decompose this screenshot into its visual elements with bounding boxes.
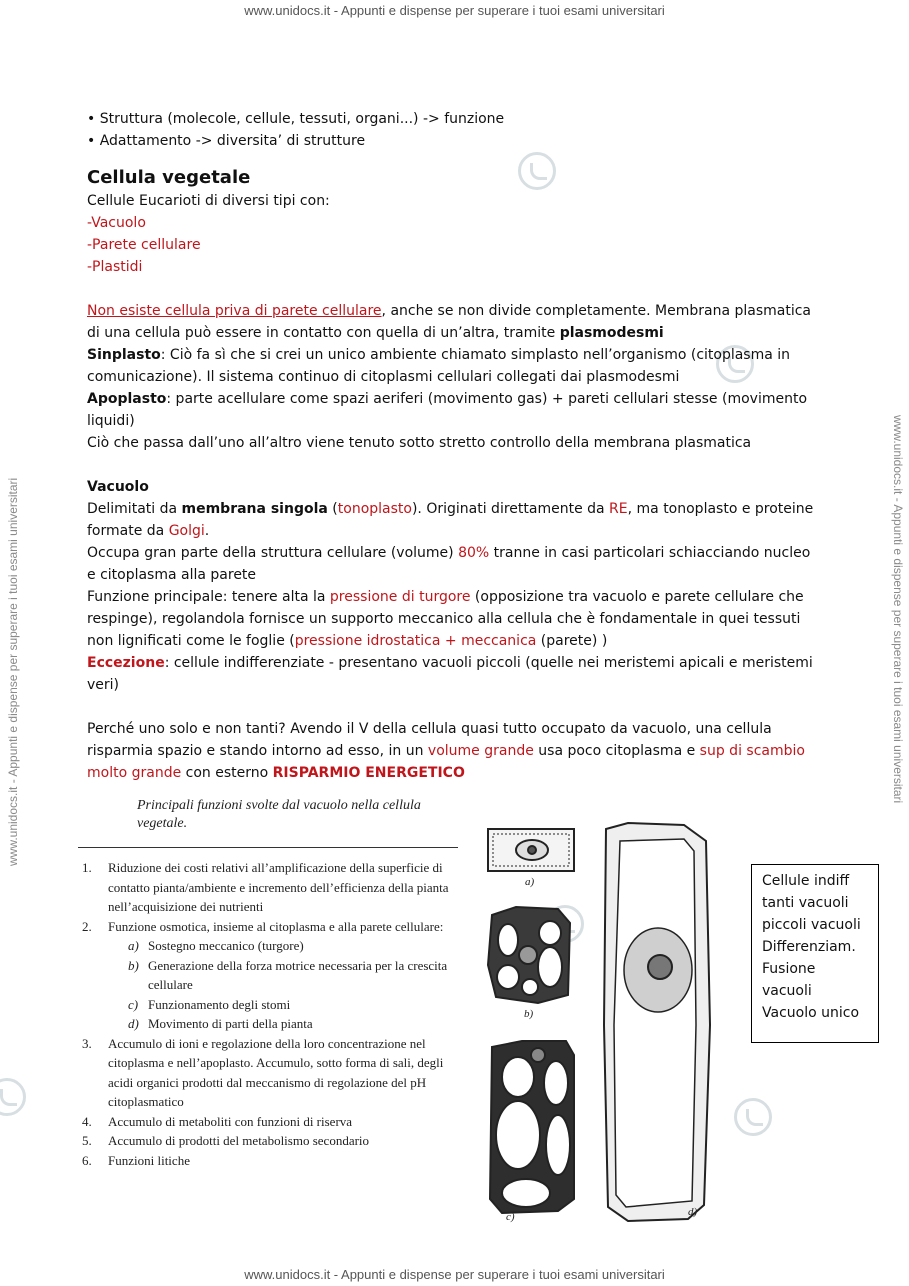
divider xyxy=(78,847,458,848)
watermark-left: www.unidocs.it - Appunti e dispense per superare i tuoi esami universitari xyxy=(6,477,20,866)
item-number: 2. xyxy=(82,918,92,934)
paragraph xyxy=(87,498,817,542)
list-item: -Plastidi xyxy=(87,259,143,275)
item-text: Funzionamento degli stomi xyxy=(148,996,291,1012)
note-line: Differenziam. xyxy=(762,939,856,955)
text: ( xyxy=(327,501,338,517)
item-number: 4. xyxy=(82,1113,92,1129)
item-text: Accumulo di metaboliti con funzioni di riserva xyxy=(108,1113,353,1129)
table-list xyxy=(78,858,458,1170)
list-item xyxy=(78,858,458,917)
term: plasmodesmi xyxy=(559,325,664,341)
item-text: Riduzione dei costi relativi all’amplificazione della superficie di contatto pianta/ambiente e incremento dell’efficienza della pianta nell’acquisizione dei nutrienti xyxy=(108,860,449,914)
text: Delimitati da xyxy=(87,501,182,517)
highlight-text: volume grande xyxy=(427,743,534,759)
text: Occupa gran parte della struttura cellulare (volume) xyxy=(87,545,459,561)
paragraph xyxy=(87,652,817,696)
cell-d-drawing xyxy=(604,823,710,1221)
list-item: -Parete cellulare xyxy=(87,237,201,253)
highlight-text: Golgi xyxy=(168,523,205,539)
table-caption: Principali funzioni svolte dal vacuolo nella cellula vegetale. xyxy=(137,798,421,831)
text: ). Originati direttamente da xyxy=(411,501,610,517)
text: , anche se non divide completamente. Membrana plasmatica di una cellula può essere in contatto con quella di un’altra, tramite xyxy=(87,303,812,341)
watermark-logo-icon xyxy=(0,1078,26,1116)
list-item xyxy=(78,1151,458,1171)
item-number: a) xyxy=(128,938,139,953)
watermark-bottom: www.unidocs.it - Appunti e dispense per superare i tuoi esami universitari xyxy=(244,1267,665,1282)
item-text: Movimento di parti della pianta xyxy=(148,1016,313,1031)
item-number: 1. xyxy=(82,860,92,875)
highlight-text: Eccezione xyxy=(87,655,165,671)
item-text: Sostegno meccanico (turgore) xyxy=(148,938,304,953)
text: (parete) ) xyxy=(536,633,608,649)
paragraph xyxy=(87,542,817,586)
item-number: 3. xyxy=(82,1035,92,1051)
cell-b-drawing xyxy=(488,907,570,1003)
figure-label: a) xyxy=(525,876,535,888)
paragraph xyxy=(87,718,817,784)
list-item xyxy=(78,917,458,937)
item-number: 5. xyxy=(82,1133,92,1148)
highlight-text: RISPARMIO ENERGETICO xyxy=(272,765,465,781)
text: con esterno xyxy=(181,765,273,781)
item-number: c) xyxy=(128,996,139,1012)
text: (opposizione tra vacuolo e parete cellulare che respinge), regolandola fornisce un supporto meccanico alla cellula che è fondamentale in quei tessuti non lignificati come le foglie ( xyxy=(87,589,804,649)
list-item xyxy=(78,1112,458,1132)
note-line: Cellule indiff xyxy=(762,873,850,889)
note-line: Fusione xyxy=(762,961,816,977)
list-item xyxy=(78,995,458,1015)
item-number: 6. xyxy=(82,1152,92,1168)
note-line: piccoli vacuoli xyxy=(762,917,861,933)
text: : parte acellulare come spazi aeriferi (movimento gas) + pareti cellulari stesse (movimento liquidi) xyxy=(87,391,808,429)
text: Funzione principale: tenere alta la xyxy=(87,589,330,605)
note-line: tanti vacuoli xyxy=(762,895,849,911)
note-line: Vacuolo unico xyxy=(762,1005,860,1021)
text: . xyxy=(204,523,210,539)
cell-a-drawing xyxy=(488,829,574,871)
note-line: vacuoli xyxy=(762,983,812,999)
term: Apoplasto xyxy=(87,391,167,407)
item-text: Generazione della forza motrice necessaria per la crescita cellulare xyxy=(148,957,448,992)
item-text: Accumulo di ioni e regolazione della loro concentrazione nel citoplasma e nell’apoplasto. Accumulo, sotto forma di sali, degli acidi organici prodotti dal meccanismo di regolazione del pH citoplasmatico xyxy=(108,1035,444,1109)
bullet-item: • Adattamento -> diversita’ di strutture xyxy=(87,133,366,149)
watermark-logo-icon xyxy=(734,1098,772,1136)
text: tranne in casi particolari schiacciando nucleo e citoplasma alla parete xyxy=(87,545,811,583)
figure-label: b) xyxy=(524,1008,534,1020)
text: , ma tonoplasto e proteine formate da xyxy=(87,501,814,539)
paragraph-apoplasto xyxy=(87,388,817,432)
list-item xyxy=(78,1034,458,1112)
item-text: Accumulo di prodotti del metabolismo secondario xyxy=(108,1133,370,1148)
paragraph-wall xyxy=(87,300,817,344)
text: : cellule indifferenziate - presentano vacuoli piccoli (quelle nei meristemi apicali e meristemi veri) xyxy=(87,655,813,693)
text: : Ciò fa sì che si crei un unico ambiente chiamato simplasto nell’organismo (citoplasma in comunicazione). Il sistema continuo di citoplasmi cellulari collegati dai plasmodesmi xyxy=(87,347,791,385)
section-heading: Vacuolo xyxy=(87,479,149,495)
bullet-item: • Struttura (molecole, cellule, tessuti, organi...) -> funzione xyxy=(87,111,505,127)
highlight-text: pressione di turgore xyxy=(329,589,471,605)
term: Sinplasto xyxy=(87,347,161,363)
figure-label: c) xyxy=(506,1211,515,1223)
list-item xyxy=(78,1014,458,1034)
section-heading: Cellula vegetale xyxy=(87,167,251,188)
item-number: d) xyxy=(128,1016,139,1031)
highlight-text: Non esiste cellula priva di parete cellulare xyxy=(87,303,382,319)
item-text: Funzioni litiche xyxy=(108,1152,190,1168)
paragraph-sinplasto xyxy=(87,344,817,388)
paragraph: Ciò che passa dall’uno all’altro viene tenuto sotto stretto controllo della membrana plasmatica xyxy=(87,435,752,451)
text: Perché uno solo e non tanti? Avendo il V della cellula quasi tutto occupato da vacuolo, una cellula risparmia spazio e stando intorno ad esso, in un xyxy=(87,721,772,759)
note-box xyxy=(751,864,879,1043)
cell-c-drawing xyxy=(490,1041,574,1213)
term: membrana singola xyxy=(181,501,328,517)
paragraph xyxy=(87,586,817,652)
highlight-text: pressione idrostatica + meccanica xyxy=(294,633,537,649)
main-content xyxy=(87,108,817,784)
watermark-top: www.unidocs.it - Appunti e dispense per superare i tuoi esami universitari xyxy=(244,3,665,18)
text: usa poco citoplasma e xyxy=(533,743,700,759)
watermark-right: www.unidocs.it - Appunti e dispense per superare i tuoi esami universitari xyxy=(891,415,905,804)
highlight-text: tonoplasto xyxy=(337,501,412,517)
vacuole-cells-figure xyxy=(478,815,738,1225)
item-text: Funzione osmotica, insieme al citoplasma e alla parete cellulare: xyxy=(108,918,444,934)
paragraph: Cellule Eucarioti di diversi tipi con: xyxy=(87,193,330,209)
highlight-text: 80% xyxy=(458,545,490,561)
list-item xyxy=(78,1131,458,1151)
list-item: -Vacuolo xyxy=(87,215,146,231)
figure-label: d) xyxy=(688,1206,698,1218)
item-number: b) xyxy=(128,957,139,973)
list-item xyxy=(78,936,458,956)
highlight-text: RE xyxy=(609,501,628,517)
functions-table xyxy=(78,797,458,1170)
highlight-text: sup di scambio molto grande xyxy=(87,743,805,781)
list-item xyxy=(78,956,458,995)
